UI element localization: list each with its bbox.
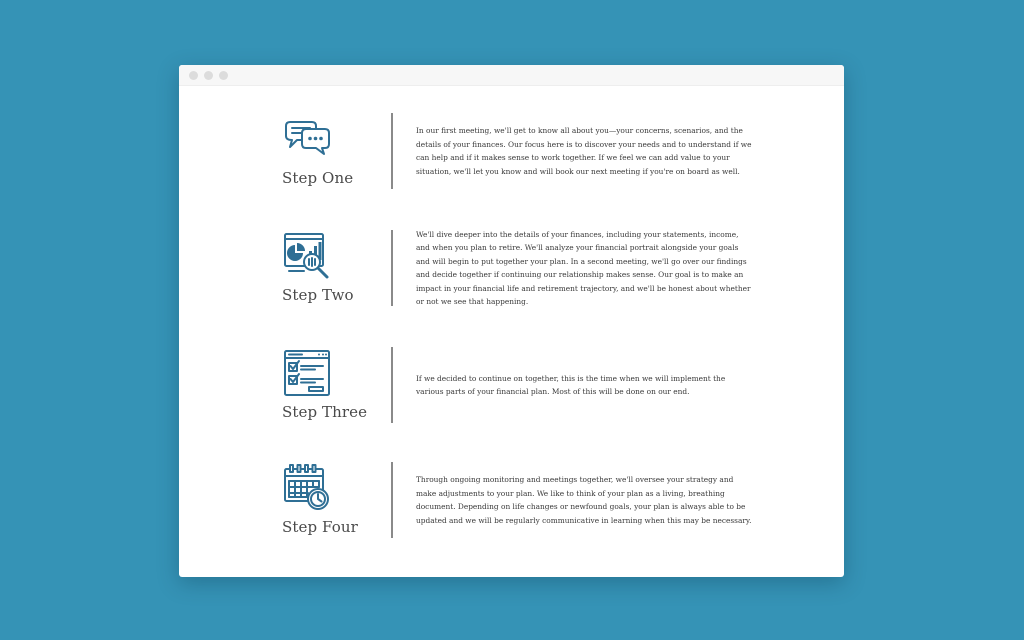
step-description: If we decided to continue on together, this is the time when we will implement the various parts of your financial plan. Most of this will be done on our end. [416, 373, 726, 396]
step-four [179, 462, 844, 538]
window-title-bar [179, 65, 844, 86]
step-title: Step Four [282, 518, 358, 536]
step-title: Step Three [282, 403, 368, 421]
step-two [179, 230, 844, 306]
window-close-dot[interactable] [189, 71, 198, 80]
step-divider [391, 462, 393, 538]
step-divider [391, 347, 393, 423]
window-minimize-dot[interactable] [204, 71, 213, 80]
speech-bubbles-icon [282, 114, 332, 164]
step-title: Step Two [282, 286, 354, 304]
step-description: In our first meeting, we'll get to know all about you—your concerns, scenarios, and the details of your finances. Our focus here is to discover your needs and to understand if we can help and if it makes sense to work together. If we feel we can add value to your situation, we'll let you know and will book our next meeting if you're on board as well. [416, 126, 752, 176]
browser-window [179, 65, 844, 577]
step-one [179, 113, 844, 189]
step-divider [391, 113, 393, 189]
checklist-window-icon [282, 348, 332, 398]
calendar-clock-icon [282, 463, 332, 513]
window-maximize-dot[interactable] [219, 71, 228, 80]
step-three [179, 347, 844, 423]
analytics-magnifier-icon [282, 231, 332, 281]
step-divider [391, 230, 393, 306]
step-title: Step One [282, 169, 354, 187]
step-description: We'll dive deeper into the details of your finances, including your statements, income, and when you plan to retire. We'll analyze your financial portrait alongside your goals and will begin to put together your plan. In a second meeting, we'll go over our findings and decide together if continuing our relationship makes sense. Our goal is to make an impact in your financial life and retirement trajectory, and we'll be honest about whether or not we see that happening. [416, 229, 751, 306]
step-description: Through ongoing monitoring and meetings together, we'll oversee your strategy and make adjustments to your plan. We like to think of your plan as a living, breathing document. Depending on life changes or newfound goals, your plan is always able to be updated and we will be regularly communicative in learning when this may be necessary. [416, 475, 752, 525]
